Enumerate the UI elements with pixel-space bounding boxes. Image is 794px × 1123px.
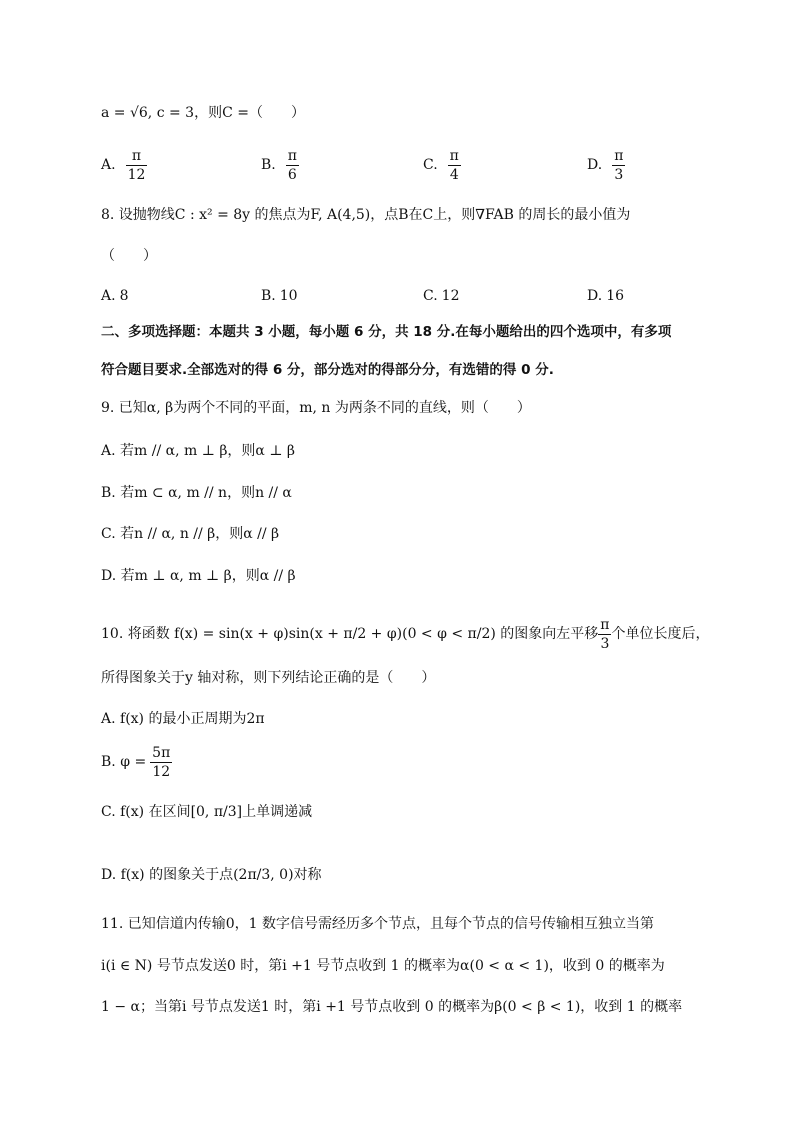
q8-paren: （ ） bbox=[101, 248, 157, 264]
fraction: $\frac{\pi}{12}$ bbox=[127, 147, 146, 183]
q10-option-b: B. φ = $\frac{5\pi}{12}$ bbox=[101, 744, 171, 780]
option-label: C. bbox=[423, 157, 438, 173]
q10-stem-post: 个单位长度后， bbox=[611, 626, 710, 642]
q9-option-c: C. 若n // α, n // β，则α // β bbox=[101, 526, 280, 542]
q8-option-d: D. 16 bbox=[587, 288, 625, 304]
q8-options bbox=[101, 286, 701, 306]
option-label: D. bbox=[587, 157, 603, 173]
q10-option-d: D. f(x) 的图象关于点(2π/3, 0)对称 bbox=[101, 867, 322, 883]
q9-stem: 9. 已知α, β为两个不同的平面，m, n 为两条不同的直线，则（ ） bbox=[101, 400, 531, 416]
q11-line3: 1 − α；当第i 号节点发送1 时，第i +1 号节点收到 0 的概率为β(0 < β < 1)，收到 1 的概率 bbox=[101, 999, 683, 1015]
q9-option-a: A. 若m // α, m ⊥ β，则α ⊥ β bbox=[101, 443, 296, 459]
option-label: A. bbox=[101, 157, 116, 173]
q8-option-b: B. 10 bbox=[261, 288, 298, 304]
q7-option-c bbox=[423, 143, 461, 187]
section2-heading-line1: 二、多项选择题：本题共 3 小题，每小题 6 分，共 18 分.在每小题给出的四个选项中，有多项 bbox=[101, 324, 672, 340]
option-label: B. bbox=[261, 157, 276, 173]
q9-option-b: B. 若m ⊂ α, m // n，则n // α bbox=[101, 485, 292, 501]
q7-option-b bbox=[261, 143, 299, 187]
q8-option-c: C. 12 bbox=[423, 288, 460, 304]
q10-shift-fraction: $\frac{\pi}{3}$ bbox=[600, 616, 610, 652]
q7-option-d bbox=[587, 143, 625, 187]
fraction: $\frac{\pi}{3}$ bbox=[614, 147, 624, 183]
q8-stem: 8. 设抛物线C : x² = 8y 的焦点为F, A(4,5)，点B在C上，则∇FAB 的周长的最小值为 bbox=[101, 207, 631, 223]
q7-tail: a = √6, c = 3，则C =（ ） bbox=[101, 105, 305, 121]
fraction: $\frac{\pi}{6}$ bbox=[287, 147, 297, 183]
q10-option-a: A. f(x) 的最小正周期为2π bbox=[101, 711, 265, 727]
section2-heading-line2: 符合题目要求.全部选对的得 6 分，部分选对的得部分分，有选错的得 0 分. bbox=[101, 362, 554, 378]
q10-stem-line2: 所得图象关于y 轴对称，则下列结论正确的是（ ） bbox=[101, 670, 436, 686]
q11-line1: 11. 已知信道内传输0，1 数字信号需经历多个节点，且每个节点的信号传输相互独立当第 bbox=[101, 916, 654, 932]
q7-options bbox=[101, 143, 701, 187]
q7-option-a bbox=[101, 143, 147, 187]
q11-line2: i(i ∈ N) 号节点发送0 时，第i +1 号节点收到 1 的概率为α(0 < α < 1)，收到 0 的概率为 bbox=[101, 958, 665, 974]
q9-option-d: D. 若m ⊥ α, m ⊥ β，则α // β bbox=[101, 568, 296, 584]
q10-b-fraction: $\frac{5\pi}{12}$ bbox=[152, 744, 171, 780]
q10-stem-pre: 10. 将函数 f(x) = sin(x + φ)sin(x + π/2 + φ)(0 < φ < π/2) 的图象向左平移 bbox=[101, 626, 599, 642]
q10-stem bbox=[101, 612, 710, 656]
q10-option-c: C. f(x) 在区间[0, π/3]上单调递减 bbox=[101, 804, 313, 820]
fraction: $\frac{\pi}{4}$ bbox=[449, 147, 459, 183]
q8-option-a: A. 8 bbox=[101, 288, 129, 304]
